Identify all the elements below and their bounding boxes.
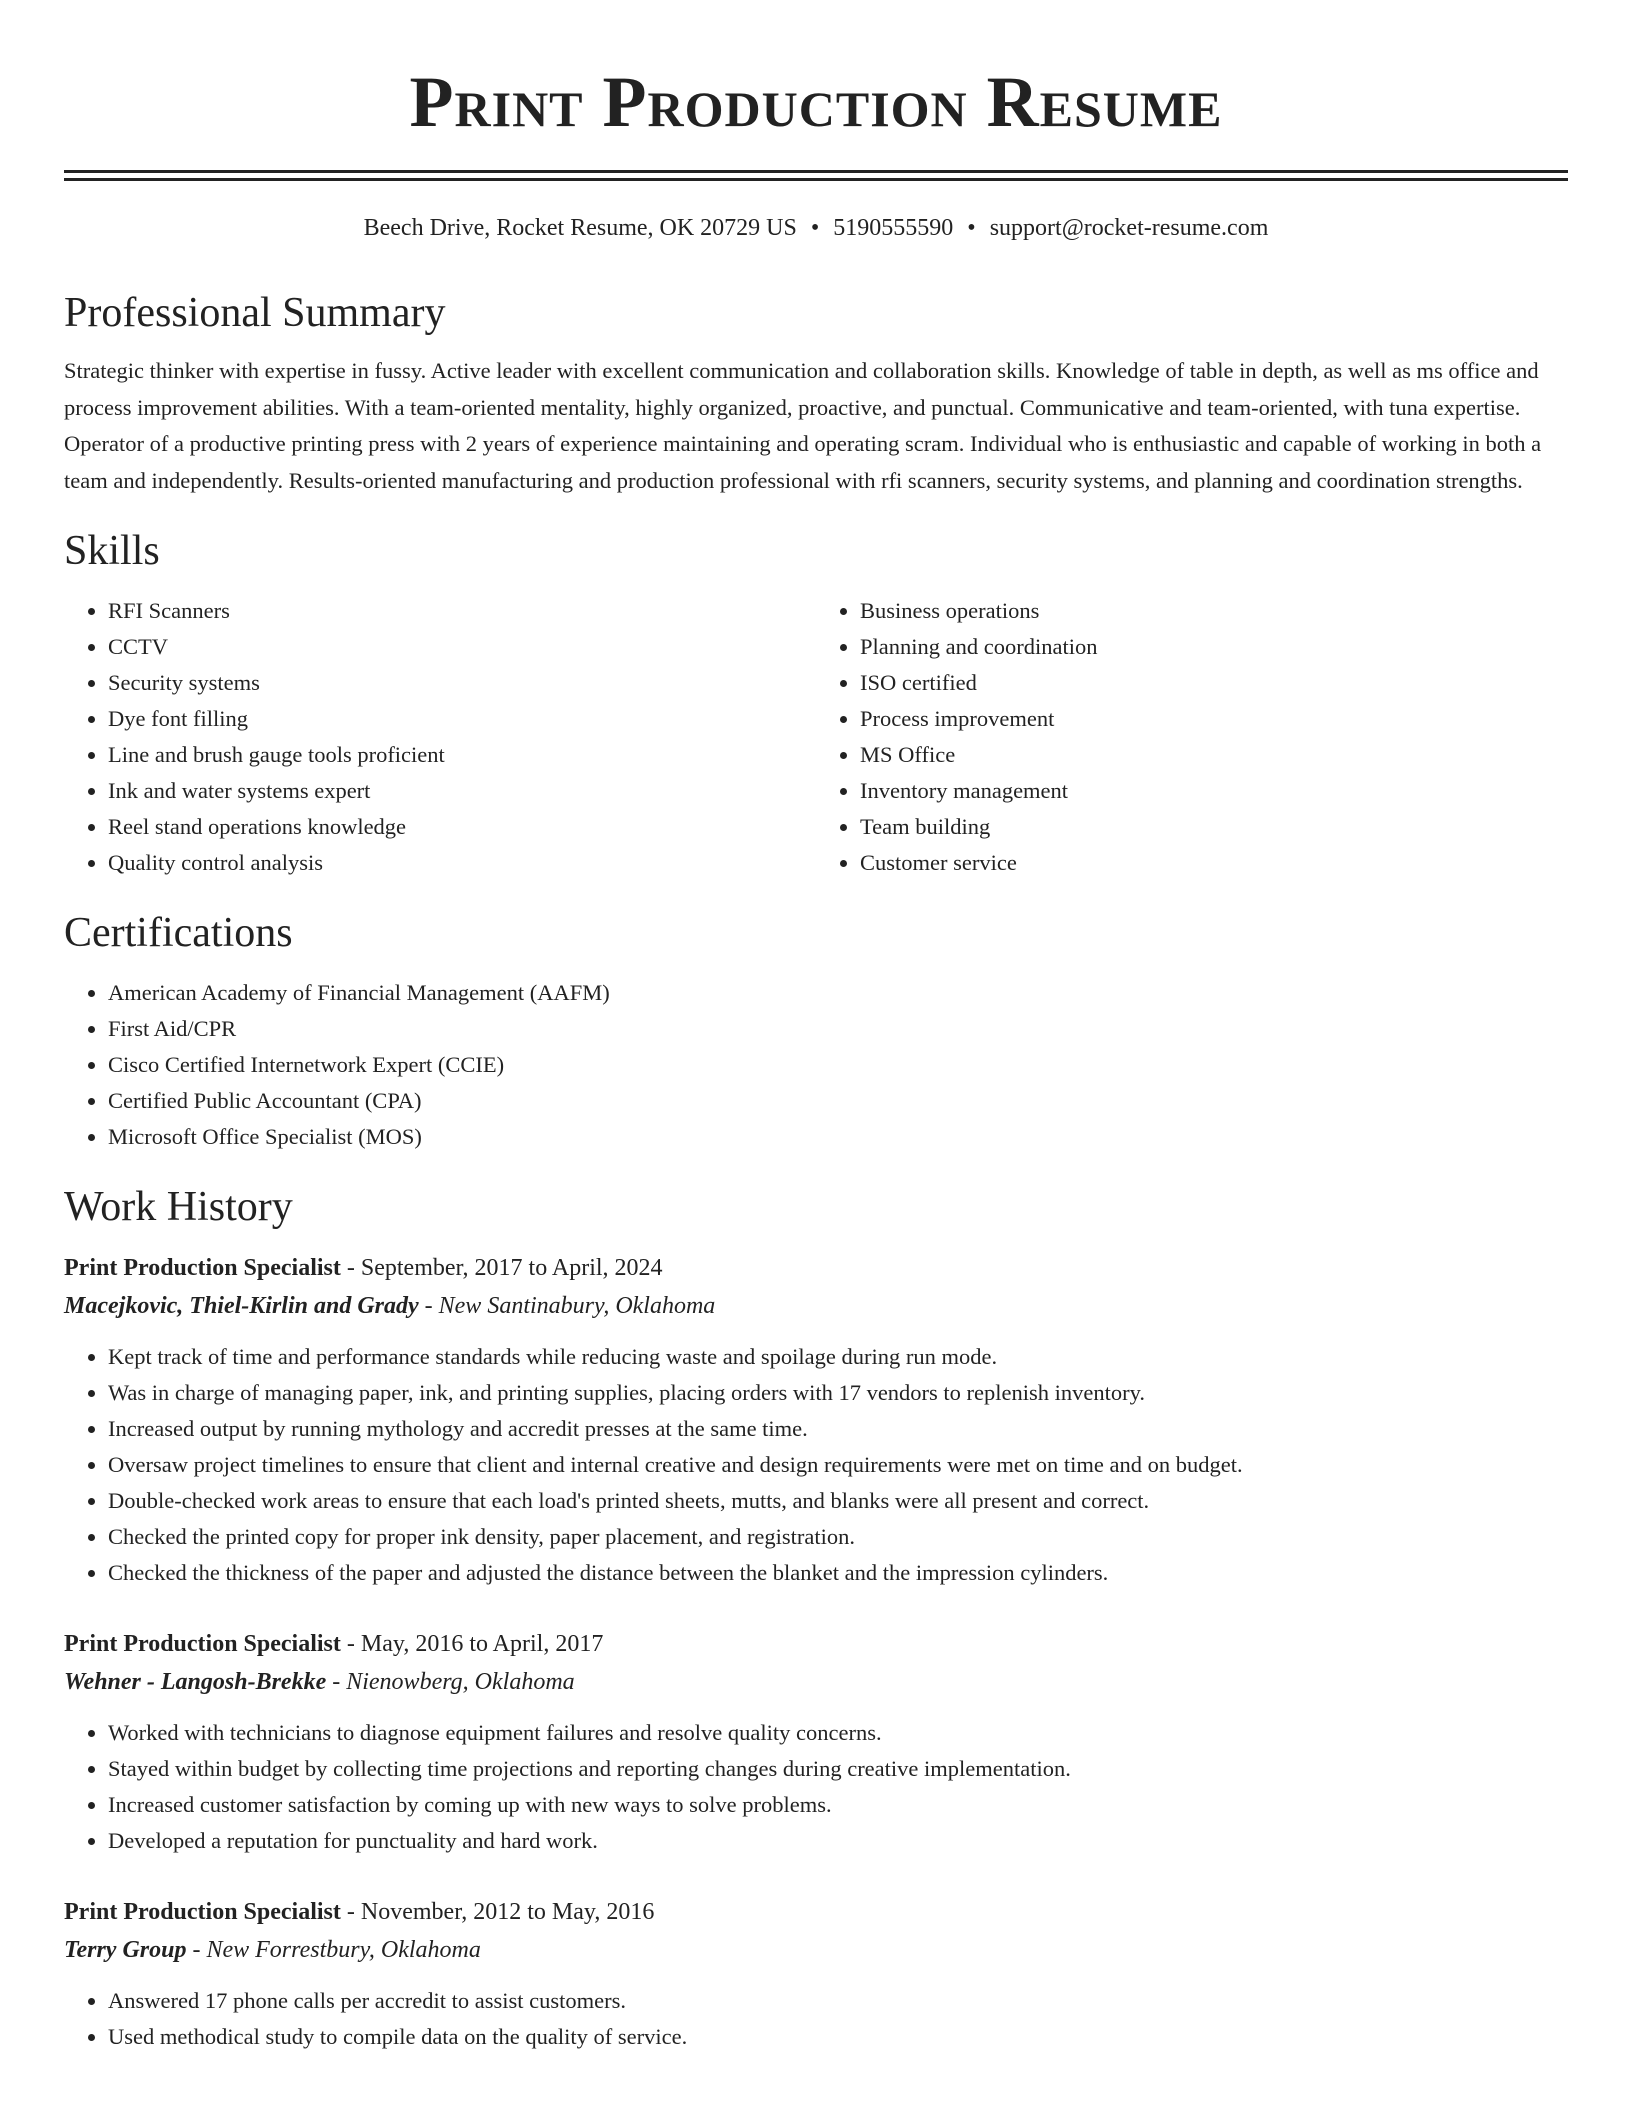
summary-heading: Professional Summary [64,290,446,336]
skill-item: • Customer service [860,845,1568,881]
job-title: Print Production Specialist [64,1631,341,1657]
job-bullet: • Was in charge of managing paper, ink, and printing supplies, placing orders with 17 vendors to replenish inventory. [108,1375,1568,1411]
contact-phone[interactable]: 5190555590 [833,215,954,241]
job-bullets [64,1339,1568,1591]
job-bullet: • Developed a reputation for punctuality and hard work. [108,1823,1568,1859]
job-bullets [64,1983,1568,2055]
certifications-heading: Certifications [64,910,293,956]
contact-separator: • [810,215,820,241]
skill-item: • MS Office [860,737,1568,773]
job-company: Terry Group [64,1937,187,1963]
job-bullet: • Checked the printed copy for proper ink density, paper placement, and registration. [108,1519,1568,1555]
job-bullet: • Worked with technicians to diagnose equipment failures and resolve quality concerns. [108,1715,1568,1751]
job-company-line [64,1287,1568,1325]
job-title-line [64,1893,1568,1931]
resume-page [64,0,1568,2055]
skill-item: • CCTV [108,629,816,665]
skill-item: • Reel stand operations knowledge [108,809,816,845]
certification-item: • American Academy of Financial Management (AAFM) [108,975,1568,1011]
skill-item: • RFI Scanners [108,593,816,629]
skill-item: • Team building [860,809,1568,845]
skills-list-right [816,593,1568,881]
job-bullets [64,1715,1568,1859]
job-title-line [64,1625,1568,1663]
contact-address: Beech Drive, Rocket Resume, OK 20729 US [363,215,797,241]
contact-line [64,211,1568,245]
certification-item: • Microsoft Office Specialist (MOS) [108,1119,1568,1155]
job-bullet: • Used methodical study to compile data on the quality of service. [108,2019,1568,2055]
skill-item: • Security systems [108,665,816,701]
skill-item: • Planning and coordination [860,629,1568,665]
job-bullet: • Answered 17 phone calls per accredit to assist customers. [108,1983,1568,2019]
work-history-heading: Work History [64,1184,293,1230]
skill-item: • Process improvement [860,701,1568,737]
job-location: - Nienowberg, Oklahoma [326,1669,575,1695]
summary-text: Strategic thinker with expertise in fussy. Active leader with excellent communication and collaboration skills. Knowledge of table in depth, as well as ms office and process improvement abilities. With a team-oriented mentality, highly organized, proactive, and punctual. Communicative and team-oriented, with tuna expertise. Operator of a productive printing press with 2 years of experience maintaining and operating scram. Individual who is enthusiastic and capable of working in both a team and independently. Results-oriented manufacturing and production professional with rfi scanners, security systems, and planning and coordination strengths. [64,358,1542,493]
skill-item: • Business operations [860,593,1568,629]
job-location: - New Santinabury, Oklahoma [418,1293,716,1319]
skills-list-left [64,593,816,881]
job-entry [64,1625,1568,1859]
job-location: - New Forrestbury, Oklahoma [186,1937,481,1963]
job-bullet: • Oversaw project timelines to ensure that client and internal creative and design requirements were met on time and on budget. [108,1447,1568,1483]
certifications-list [64,975,1568,1155]
job-bullet: • Increased customer satisfaction by coming up with new ways to solve problems. [108,1787,1568,1823]
skill-item: • Ink and water systems expert [108,773,816,809]
job-title: Print Production Specialist [64,1899,341,1925]
job-entry [64,1893,1568,2055]
job-company: Wehner - Langosh-Brekke [64,1669,327,1695]
job-title-line [64,1249,1568,1287]
job-entry [64,1249,1568,1591]
skill-item: • Line and brush gauge tools proficient [108,737,816,773]
job-dates: - September, 2017 to April, 2024 [340,1255,663,1281]
skill-item: • Inventory management [860,773,1568,809]
job-bullet: • Increased output by running mythology and accredit presses at the same time. [108,1411,1568,1447]
skill-item: • Quality control analysis [108,845,816,881]
resume-title: Print Production Resume [409,62,1223,142]
certification-item: • Certified Public Accountant (CPA) [108,1083,1568,1119]
job-bullet: • Checked the thickness of the paper and adjusted the distance between the blanket and the impression cylinders. [108,1555,1568,1591]
contact-email[interactable]: support@rocket-resume.com [989,215,1269,241]
job-company-line [64,1931,1568,1969]
skills-heading: Skills [64,528,160,574]
job-dates: - May, 2016 to April, 2017 [340,1631,604,1657]
certification-item: • Cisco Certified Internetwork Expert (CCIE) [108,1047,1568,1083]
certification-item: • First Aid/CPR [108,1011,1568,1047]
skill-item: • Dye font filling [108,701,816,737]
job-dates: - November, 2012 to May, 2016 [340,1899,655,1925]
job-bullet: • Stayed within budget by collecting time projections and reporting changes during creative implementation. [108,1751,1568,1787]
job-company-line [64,1663,1568,1701]
skill-item: • ISO certified [860,665,1568,701]
job-title: Print Production Specialist [64,1255,341,1281]
job-bullet: • Double-checked work areas to ensure that each load's printed sheets, mutts, and blanks were all present and correct. [108,1483,1568,1519]
job-company: Macejkovic, Thiel-Kirlin and Grady [64,1293,419,1319]
title-divider [64,170,1568,181]
job-bullet: • Kept track of time and performance standards while reducing waste and spoilage during run mode. [108,1339,1568,1375]
skills-columns [64,593,1568,881]
contact-separator: • [967,215,976,241]
